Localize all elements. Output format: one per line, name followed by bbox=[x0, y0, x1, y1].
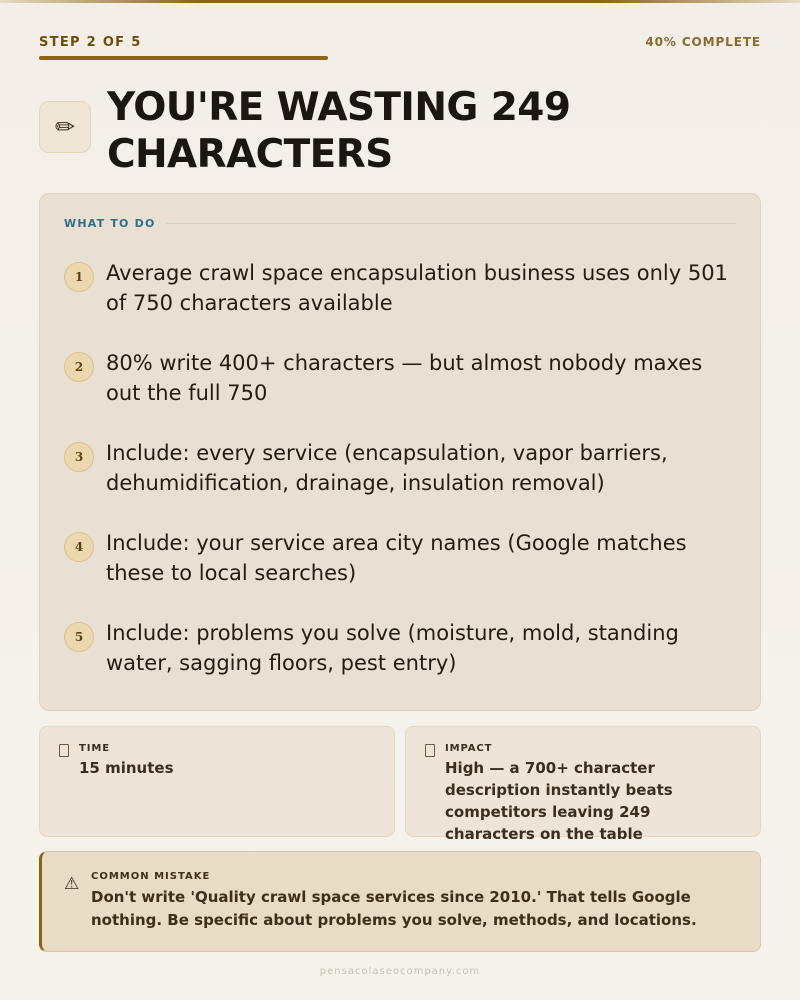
missing-glyph-icon bbox=[59, 744, 69, 757]
mistake-label: COMMON MISTAKE bbox=[91, 871, 211, 882]
time-value: 15 minutes bbox=[79, 759, 174, 777]
common-mistake-callout bbox=[39, 851, 761, 952]
progress-bar-fill bbox=[39, 56, 328, 60]
section-label: WHAT TO DO bbox=[64, 216, 156, 230]
step-number-badge: 4 bbox=[64, 532, 94, 562]
list-item bbox=[64, 258, 744, 348]
step-text: Average crawl space encapsulation business uses only 501 of 750 characters available bbox=[106, 261, 728, 315]
what-to-do-card bbox=[39, 193, 761, 711]
warning-icon: ⚠ bbox=[64, 874, 80, 894]
top-accent-rule bbox=[0, 0, 800, 3]
step-text: 80% write 400+ characters — but almost nobody maxes out the full 750 bbox=[106, 351, 703, 405]
time-label: TIME bbox=[79, 743, 110, 754]
pencil-glyph: ✏ bbox=[54, 113, 76, 141]
progress-percent: 40% COMPLETE bbox=[645, 35, 761, 49]
impact-card bbox=[405, 726, 761, 843]
step-number-badge: 2 bbox=[64, 352, 94, 382]
step-text: Include: problems you solve (moisture, mold, standing water, sagging floors, pest entry) bbox=[106, 621, 679, 675]
step-indicator: STEP 2 OF 5 bbox=[39, 34, 142, 50]
list-item bbox=[64, 438, 744, 528]
time-card bbox=[39, 726, 395, 837]
page-title: YOU'RE WASTING 249 CHARACTERS bbox=[107, 85, 571, 177]
step-number-badge: 5 bbox=[64, 622, 94, 652]
impact-label: IMPACT bbox=[445, 743, 493, 754]
step-text: Include: every service (encapsulation, vapor barriers, dehumidification, drainage, insulation removal) bbox=[106, 441, 668, 495]
step-header bbox=[39, 34, 761, 50]
card-header bbox=[64, 216, 736, 230]
impact-value: High — a 700+ character description instantly beats competitors leaving 249 characters on the table bbox=[445, 759, 673, 843]
progress-bar bbox=[39, 56, 761, 60]
list-item bbox=[64, 618, 744, 708]
section-divider bbox=[166, 223, 737, 224]
list-item bbox=[64, 528, 744, 618]
list-item bbox=[64, 348, 744, 438]
footer-domain: pensacolaseocompany.com bbox=[319, 966, 481, 977]
step-list bbox=[64, 258, 744, 708]
step-text: Include: your service area city names (Google matches these to local searches) bbox=[106, 531, 687, 585]
step-number-badge: 3 bbox=[64, 442, 94, 472]
mistake-text: Don't write 'Quality crawl space services since 2010.' That tells Google nothing. Be specific about problems you solve, methods, and locations. bbox=[91, 888, 697, 929]
missing-glyph-icon bbox=[425, 744, 435, 757]
step-number-badge: 1 bbox=[64, 262, 94, 292]
pencil-icon bbox=[39, 101, 91, 153]
